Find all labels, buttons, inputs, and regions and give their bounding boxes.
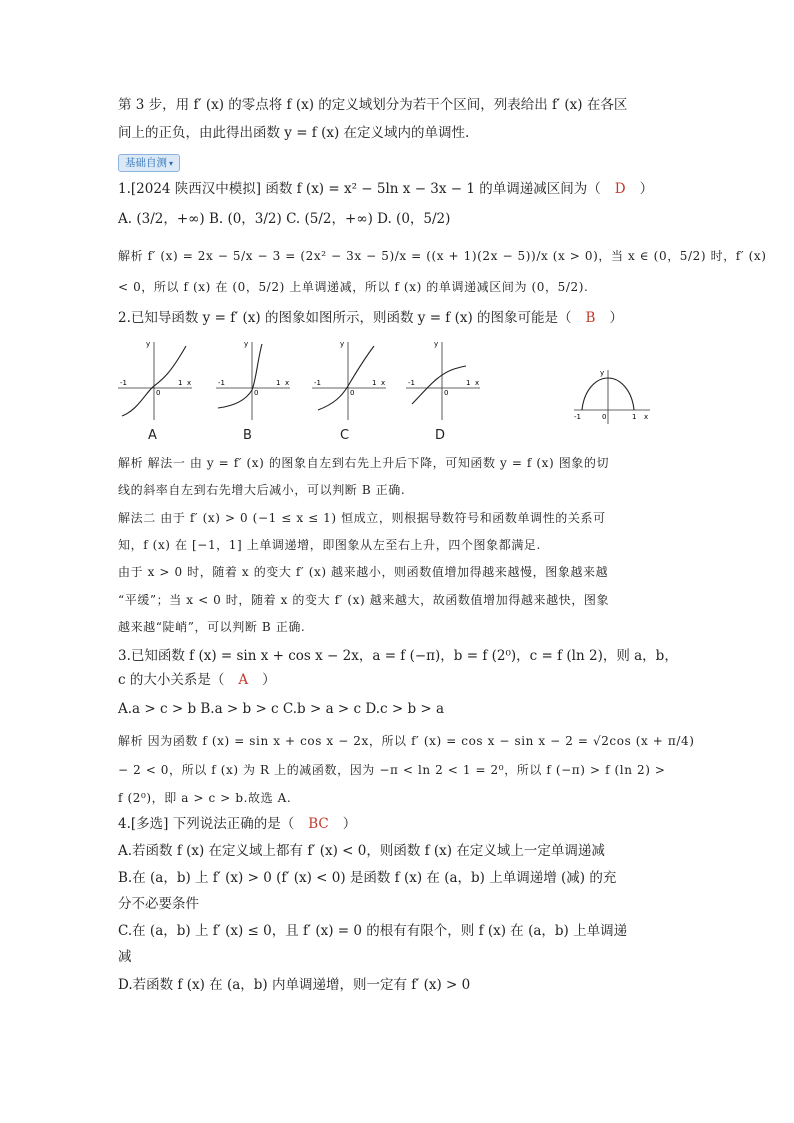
svg-text:x: x [644,413,649,421]
q1-solution-2: < 0，所以 f (x) 在 (0，5/2) 上单调递减，所以 f (x) 的单调递减区间为 (0，5/2). [118,280,589,294]
q3-solution-3: f (2⁰)，即 a > c > b.故选 A. [118,791,292,805]
q1-stem: 1.[2024 陕西汉中模拟] 函数 f (x) = x² − 5ln x − 3x − 1 的单调递减区间为（ D ） [118,181,654,197]
graph-c-label: C [340,428,350,443]
svg-text:-1: -1 [314,379,321,387]
section-badge: 基础自测 ▾ [118,154,180,172]
svg-text:0: 0 [156,389,161,397]
q4-option-c-2: 减 [118,949,132,965]
svg-text:0: 0 [444,389,449,397]
q3-options: A.a > c > b B.a > b > c C.b > a > c D.c > b > a [118,701,445,717]
svg-text:0: 0 [254,389,259,397]
q4-option-b-1: B.在 (a，b) 上 f′ (x) > 0 (f′ (x) < 0) 是函数 f (x) 在 (a，b) 上单调递增 (减) 的充 [118,870,617,886]
q1-solution-1: 解析 f′ (x) = 2x − 5/x − 3 = (2x² − 3x − 5)/x = ((x + 1)(2x − 5))/x (x > 0)，当 x ∈ (0，5/2) 时，f′ (x) [118,249,767,263]
svg-text:y: y [244,340,249,348]
svg-text:x: x [475,379,480,387]
q4-stem: 4.[多选] 下列说法正确的是（ BC ） [118,816,357,832]
q3-solution-2: − 2 < 0，所以 f (x) 为 R 上的减函数，因为 −π < ln 2 < 1 = 2⁰，所以 f (−π) > f (ln 2) > [118,763,666,777]
graph-a [116,338,196,422]
q2-solution-1: 解析 解法一 由 y = f′ (x) 的图象自左到右先上升后下降，可知函数 y = f (x) 图象的切 [118,456,610,470]
svg-text:y: y [146,340,151,348]
q2-answer: B [585,310,596,326]
q1-options: A. (3/2，+∞) B. (0，3/2) C. (5/2，+∞) D. (0，5/2) [118,211,451,227]
svg-text:1: 1 [276,379,281,387]
svg-text:1: 1 [372,379,377,387]
q4-option-a: A.若函数 f (x) 在定义域上都有 f′ (x) < 0，则函数 f (x) 在定义域上一定单调递减 [118,843,605,859]
graph-a-label: A [148,428,157,443]
intro-line-1: 第 3 步，用 f′ (x) 的零点将 f (x) 的定义域划分为若干个区间，列表给出 f′ (x) 在各区 [118,97,628,113]
svg-text:1: 1 [466,379,471,387]
q1-answer: D [614,181,626,197]
graph-d-label: D [435,428,446,443]
svg-text:y: y [434,340,439,348]
q2-solution-4: 知，f (x) 在 [−1，1] 上单调递增，即图象从左至右上升，四个图象都满足. [118,538,541,552]
derivative-graph [570,366,654,426]
svg-text:1: 1 [178,379,183,387]
q3-solution-1: 解析 因为函数 f (x) = sin x + cos x − 2x，所以 f′ (x) = cos x − sin x − 2 = √2cos (x + π/4) [118,734,695,748]
q4-option-d: D.若函数 f (x) 在 (a，b) 内单调递增，则一定有 f′ (x) > 0 [118,977,471,993]
q4-option-b-2: 分不必要条件 [118,896,199,912]
q2-solution-5: 由于 x > 0 时，随着 x 的变大 f′ (x) 越来越小，则函数值增加得越来越慢，图象越来越 [118,565,609,579]
svg-text:y: y [340,340,345,348]
q2-stem: 2.已知导函数 y = f′ (x) 的图象如图所示，则函数 y = f (x) 的图象可能是（ B ） [118,310,623,326]
q3-stem-2: c 的大小关系是（ A ） [118,672,276,688]
svg-text:1: 1 [632,413,637,421]
svg-text:-1: -1 [218,379,225,387]
svg-text:x: x [285,379,290,387]
svg-text:x: x [381,379,386,387]
svg-text:0: 0 [350,389,355,397]
svg-text:-1: -1 [574,413,581,421]
q3-stem-1: 3.已知函数 f (x) = sin x + cos x − 2x，a = f (−π)，b = f (2⁰)，c = f (ln 2)，则 a，b， [118,648,678,664]
intro-line-2: 间上的正负，由此得出函数 y = f (x) 在定义域内的单调性. [118,125,470,141]
q3-answer: A [238,672,249,688]
svg-text:y: y [600,369,605,377]
graph-b-label: B [243,428,252,443]
q2-solution-6: “平缓”；当 x < 0 时，随着 x 的变大 f′ (x) 越来越大，故函数值增加得越来越快，图象 [118,593,610,607]
svg-text:0: 0 [602,413,607,421]
svg-text:x: x [187,379,192,387]
q2-solution-3: 解法二 由于 f′ (x) > 0 (−1 ≤ x ≤ 1) 恒成立，则根据导数符号和函数单调性的关系可 [118,511,606,525]
graph-b [214,338,294,422]
q2-solution-2: 线的斜率自左到右先增大后减小，可以判断 B 正确. [118,483,406,497]
q2-solution-7: 越来越“陡峭”，可以判断 B 正确. [118,620,306,634]
svg-text:-1: -1 [120,379,127,387]
q4-answer: BC [308,816,329,832]
graph-c [310,338,390,422]
graph-d [404,338,484,422]
q4-option-c-1: C.在 (a，b) 上 f′ (x) ≤ 0，且 f′ (x) = 0 的根有有限个，则 f (x) 在 (a，b) 上单调递 [118,923,628,939]
svg-text:-1: -1 [408,379,415,387]
